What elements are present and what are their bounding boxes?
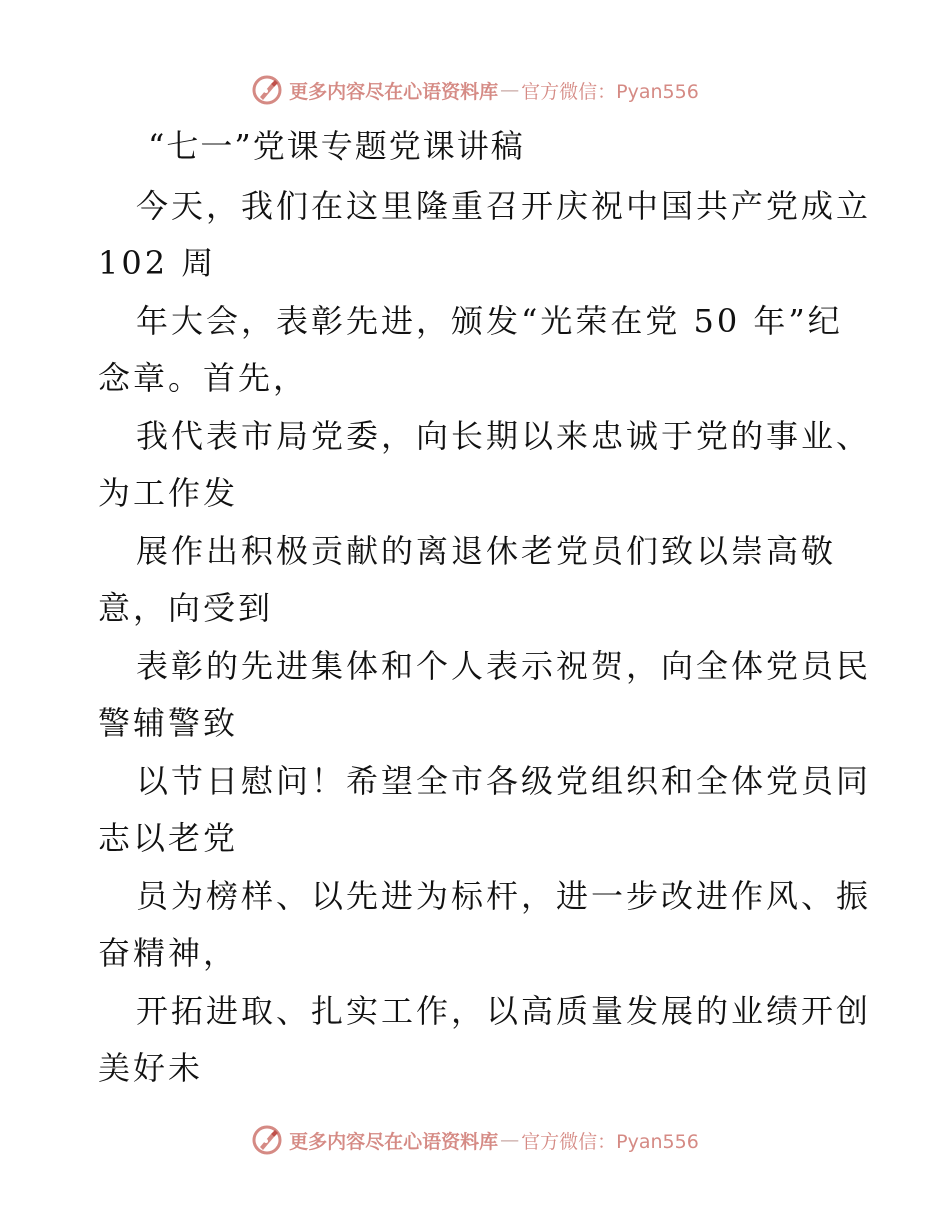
watermark-dash: — xyxy=(500,79,520,101)
body-line: 以节日慰问！希望全市各级党组织和全体党员同 xyxy=(136,762,872,800)
watermark-text: 更多内容尽在心语资料库 xyxy=(289,1130,499,1153)
watermark-wechat: 官方微信：Pyan556 xyxy=(521,1130,699,1153)
body-line: 表彰的先进集体和个人表示祝贺，向全体党员民 xyxy=(136,647,872,685)
body-line: 念章。首先， xyxy=(98,359,309,397)
document-title: “七一”党课专题党课讲稿 xyxy=(148,127,525,165)
body-line: 102 周 xyxy=(98,244,217,282)
watermark-banner-top xyxy=(0,70,950,110)
body-line: 奋精神， xyxy=(98,934,239,972)
body-line: 美好未 xyxy=(98,1049,204,1087)
body-line: 为工作发 xyxy=(98,474,239,512)
body-line: 开拓进取、扎实工作，以高质量发展的业绩开创 xyxy=(136,992,872,1030)
body-line: 警辅警致 xyxy=(98,704,239,742)
watermark-banner-bottom xyxy=(0,1120,950,1160)
body-line: 员为榜样、以先进为标杆，进一步改进作风、振 xyxy=(136,877,872,915)
body-line: 意，向受到 xyxy=(98,589,274,627)
pen-logo-icon xyxy=(251,1124,283,1156)
body-line: 志以老党 xyxy=(98,819,239,857)
body-line: 我代表市局党委，向长期以来忠诚于党的事业、 xyxy=(136,417,872,455)
body-line: 展作出积极贡献的离退休老党员们致以崇高敬 xyxy=(136,532,837,570)
watermark-wechat: 官方微信：Pyan556 xyxy=(521,80,699,103)
watermark-dash: — xyxy=(500,1129,520,1151)
watermark-text: 更多内容尽在心语资料库 xyxy=(289,80,499,103)
body-line: 年大会，表彰先进，颁发“光荣在党 50 年”纪 xyxy=(136,302,843,340)
body-line: 今天，我们在这里隆重召开庆祝中国共产党成立 xyxy=(136,187,872,225)
pen-logo-icon xyxy=(251,74,283,106)
